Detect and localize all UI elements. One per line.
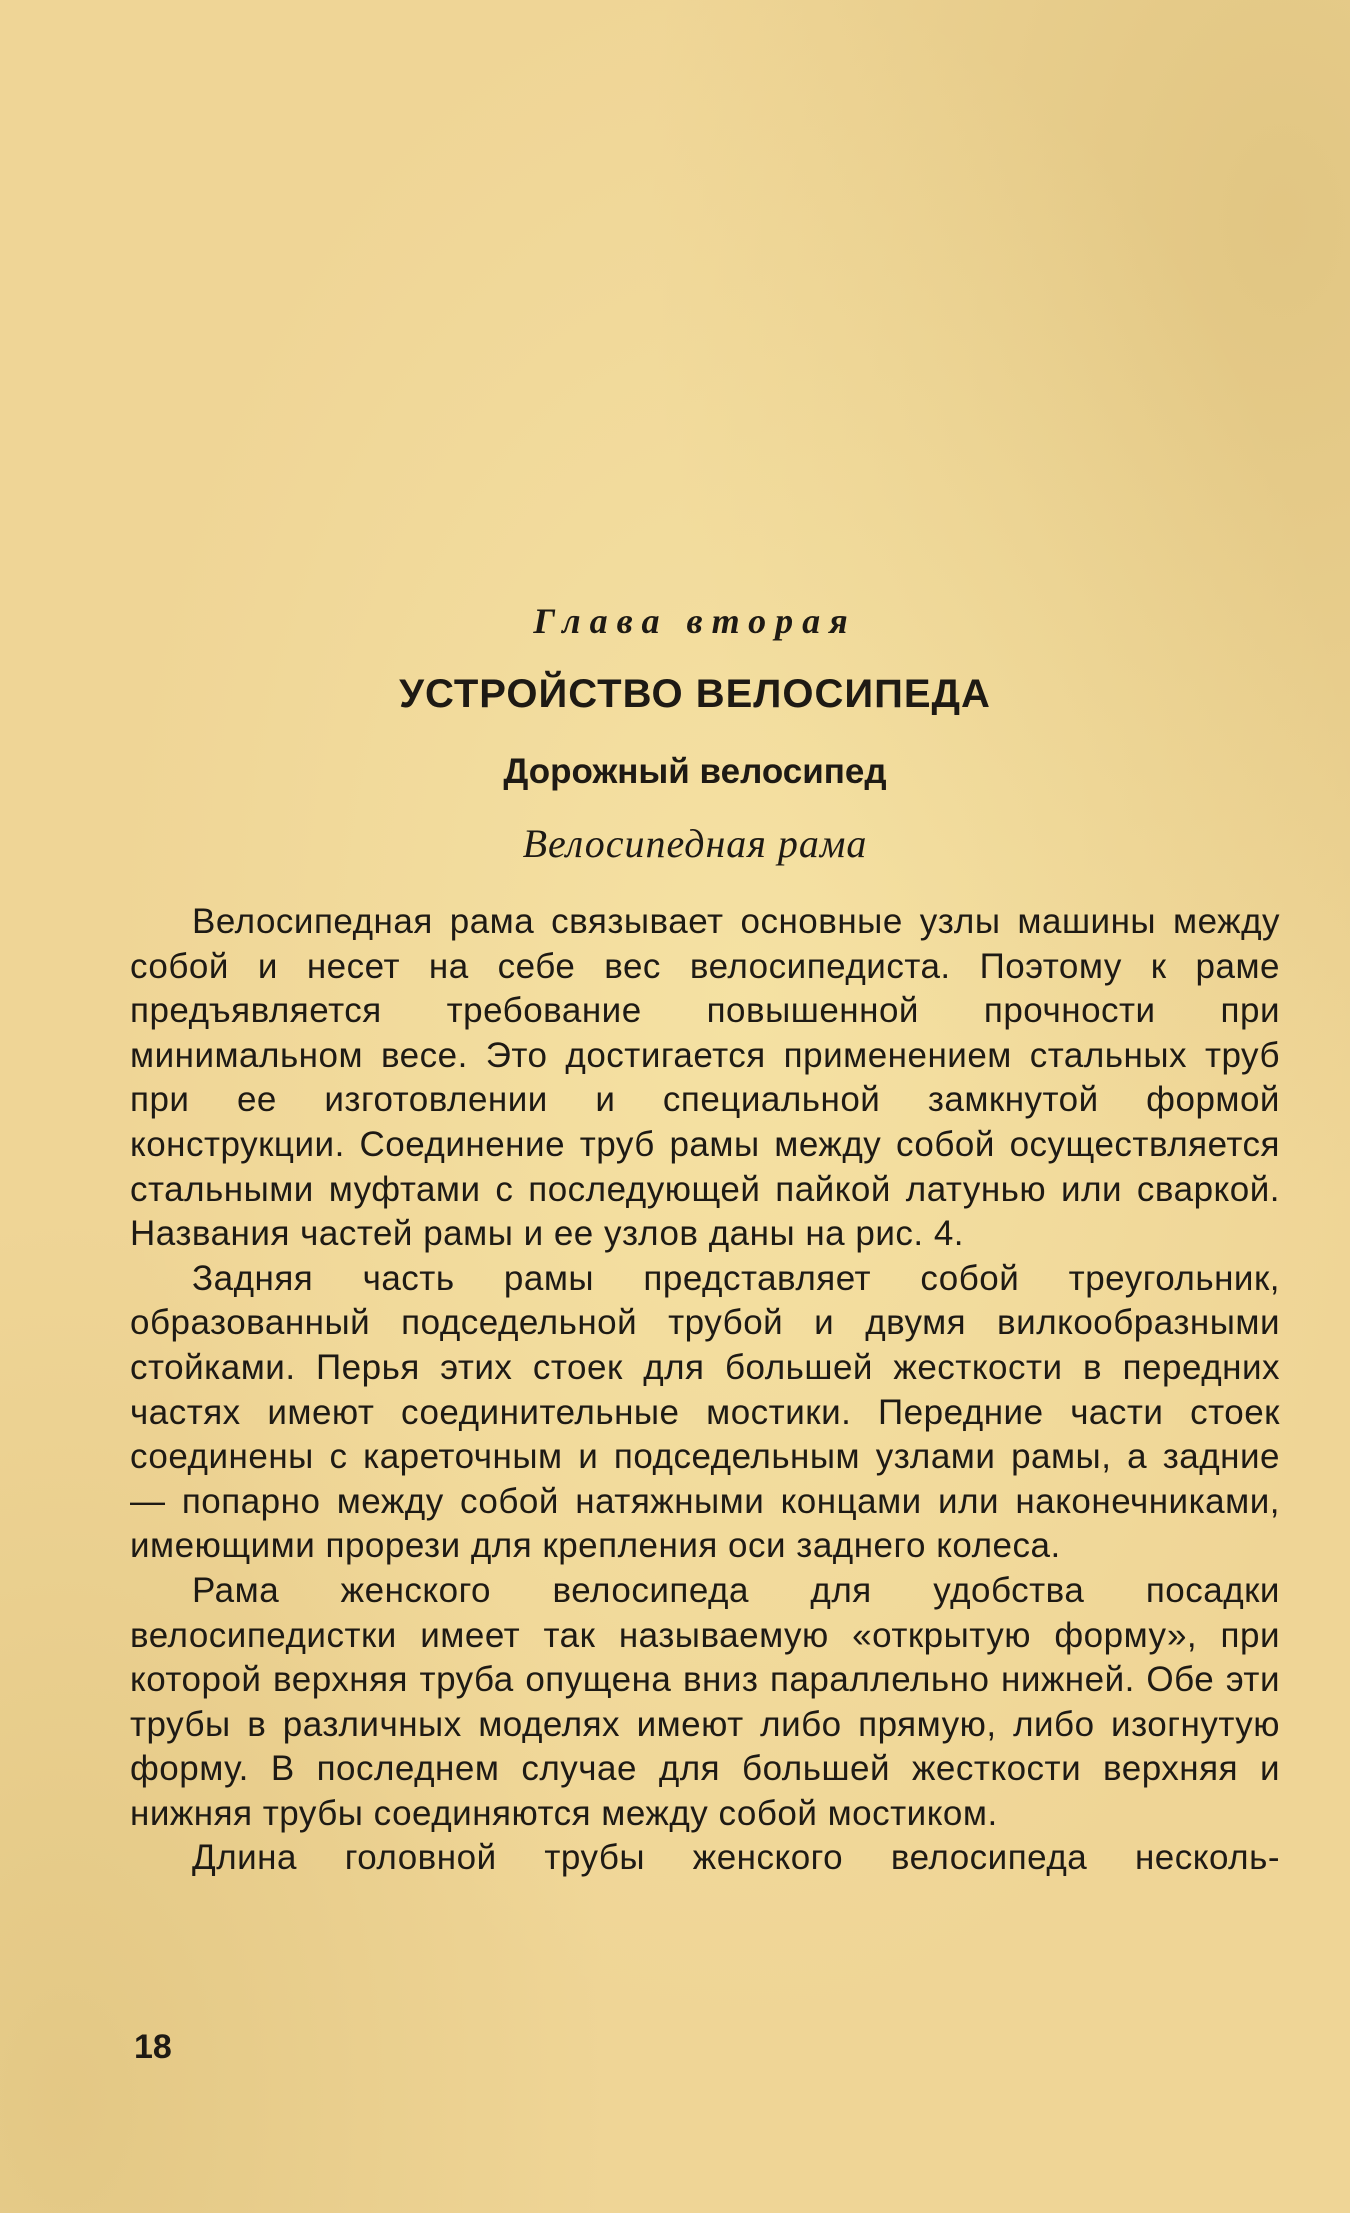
- paragraph: Задняя часть рамы представляет собой треугольник, образованный подседельной трубой и двумя вилкообразными стойками. Перья этих стоек для большей жесткости в передних частях имеют соединительные мостики. Передние части стоек соединены с кареточным и подседельным узлами рамы, а задние — попарно между собой натяжными концами или наконечниками, имеющими прорези для крепления оси заднего колеса.: [130, 1258, 1280, 1566]
- paragraph: Велосипедная рама связывает основные узлы машины между собой и несет на себе вес велосипедиста. Поэтому к раме предъявляется требование повышенной прочности при минимальном весе. Это достигается применением стальных труб при ее изготовлении и специальной замкнутой формой конструкции. Соединение труб рамы между собой осуществляется стальными муфтами с последующей пайкой латунью или сваркой. Названия частей рамы и ее узлов даны на рис. 4.: [130, 902, 1280, 1254]
- chapter-title: УСТРОЙСТВО ВЕЛОСИПЕДА: [399, 672, 991, 716]
- subtitle: Дорожный велосипед: [503, 752, 887, 791]
- paragraph: Рама женского велосипеда для удобства посадки велосипедистки имеет так называемую «открытую форму», при которой верхняя труба опущена вниз параллельно нижней. Обе эти трубы в различных моделях имеют либо прямую, либо изогнутую форму. В последнем случае для большей жесткости верхняя и нижняя трубы соединяются между собой мостиком.: [130, 1570, 1280, 1833]
- paragraph: Длина головной трубы женского велосипеда несколь-: [192, 1838, 1280, 1878]
- section-heading: Велосипедная рама: [522, 821, 868, 866]
- chapter-heading: Глава вторая: [533, 601, 857, 641]
- page-number: 18: [134, 2028, 172, 2066]
- body-text: [130, 900, 1280, 1881]
